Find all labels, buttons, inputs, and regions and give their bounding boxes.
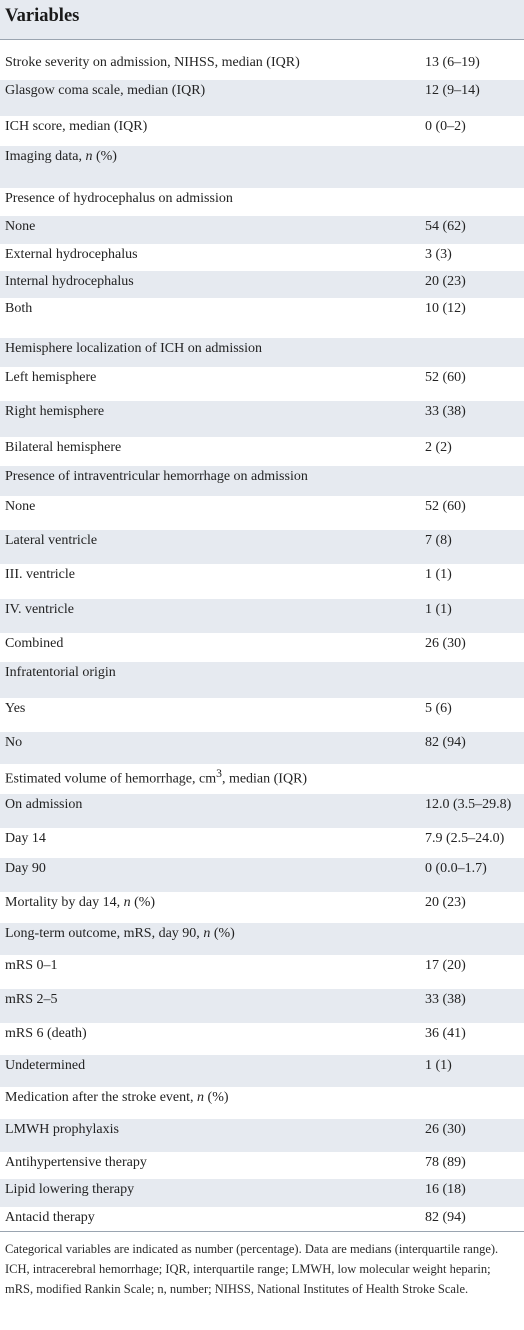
row-value: 33 (38) xyxy=(425,404,466,419)
row-label: None xyxy=(5,219,36,234)
table-row xyxy=(0,764,524,794)
table-row xyxy=(0,923,524,955)
table-row xyxy=(0,1119,524,1152)
row-value: 7.9 (2.5–24.0) xyxy=(425,831,505,846)
table-row xyxy=(0,794,524,828)
row-label: Glasgow coma scale, median (IQR) xyxy=(5,83,206,98)
table-row xyxy=(0,599,524,633)
table-footnote: Categorical variables are indicated as number (percentage). Data are medians (interquartile range). ICH, intracerebral hemorrhage; IQR, interquartile range; LMWH, low molecular weight heparin; mRS, modified Rankin Scale; n, number; NIHSS, National Institutes of Health Stroke Scale. xyxy=(5,1242,499,1296)
row-value: 10 (12) xyxy=(425,301,466,316)
column-header-variables: Variables xyxy=(5,6,80,26)
table-row xyxy=(0,698,524,732)
table-row xyxy=(0,1087,524,1119)
row-label: Antacid therapy xyxy=(5,1210,95,1225)
row-value: 1 (1) xyxy=(425,567,452,582)
row-label: mRS 0–1 xyxy=(5,958,58,973)
row-label: ICH score, median (IQR) xyxy=(5,119,148,134)
row-value: 2 (2) xyxy=(425,440,452,455)
row-value: 36 (41) xyxy=(425,1026,466,1041)
row-label: None xyxy=(5,499,36,514)
row-value: 82 (94) xyxy=(425,1210,466,1225)
row-label: Medication after the stroke event, n (%) xyxy=(5,1090,229,1105)
table-row xyxy=(0,188,524,216)
row-value: 12 (9–14) xyxy=(425,83,480,98)
row-label: No xyxy=(5,735,23,750)
row-value: 3 (3) xyxy=(425,247,452,262)
row-label: Infratentorial origin xyxy=(5,665,116,680)
row-label: Undetermined xyxy=(5,1058,86,1073)
row-label: Lipid lowering therapy xyxy=(5,1182,135,1197)
row-label: Internal hydrocephalus xyxy=(5,274,134,289)
table-row xyxy=(0,216,524,244)
table-row xyxy=(0,496,524,530)
row-label: Both xyxy=(5,301,33,316)
row-label: IV. ventricle xyxy=(5,602,74,617)
table-row xyxy=(0,662,524,698)
row-value: 17 (20) xyxy=(425,958,466,973)
table-row xyxy=(0,146,524,188)
row-label: Left hemisphere xyxy=(5,370,97,385)
table-row xyxy=(0,1207,524,1231)
table-row xyxy=(0,367,524,401)
row-value: 1 (1) xyxy=(425,1058,452,1073)
row-label: Right hemisphere xyxy=(5,404,105,419)
table-row xyxy=(0,466,524,496)
row-label: Imaging data, n (%) xyxy=(5,149,117,164)
row-label: Bilateral hemisphere xyxy=(5,440,122,455)
table-row xyxy=(0,989,524,1023)
table-row xyxy=(0,858,524,892)
table-row xyxy=(0,828,524,858)
table-row xyxy=(0,244,524,271)
table-row xyxy=(0,116,524,146)
table-row xyxy=(0,1055,524,1087)
row-label: mRS 6 (death) xyxy=(5,1026,87,1041)
row-label: Estimated volume of hemorrhage, $cm^3$, median (IQR) xyxy=(5,767,308,787)
table-row xyxy=(0,401,524,437)
table-row xyxy=(0,732,524,764)
table-header xyxy=(0,0,524,39)
table-row xyxy=(0,1179,524,1207)
row-label: Combined xyxy=(5,636,64,651)
row-value: 78 (89) xyxy=(425,1155,466,1170)
row-value: 54 (62) xyxy=(425,219,466,234)
row-value: 5 (6) xyxy=(425,701,452,716)
table-row xyxy=(0,955,524,989)
row-value: 26 (30) xyxy=(425,1122,466,1137)
table-row xyxy=(0,564,524,599)
table-row xyxy=(0,338,524,367)
row-value: 52 (60) xyxy=(425,370,466,385)
row-value: 26 (30) xyxy=(425,636,466,651)
row-value: 33 (38) xyxy=(425,992,466,1007)
row-label: Mortality by day 14, n (%) xyxy=(5,895,156,910)
row-label: On admission xyxy=(5,797,83,812)
row-label: Long-term outcome, mRS, day 90, n (%) xyxy=(5,926,235,941)
row-label: LMWH prophylaxis xyxy=(5,1122,119,1137)
row-value: 7 (8) xyxy=(425,533,452,548)
table-row xyxy=(0,298,524,338)
row-label: Presence of intraventricular hemorrhage on admission xyxy=(5,469,308,484)
row-value: 13 (6–19) xyxy=(425,55,480,70)
row-value: 0 (0.0–1.7) xyxy=(425,861,487,876)
row-label: Presence of hydrocephalus on admission xyxy=(5,191,233,206)
table-row xyxy=(0,892,524,923)
row-label: External hydrocephalus xyxy=(5,247,138,262)
row-label: Lateral ventricle xyxy=(5,533,98,548)
row-label: Day 14 xyxy=(5,831,46,846)
row-label: Hemisphere localization of ICH on admission xyxy=(5,341,262,356)
row-value: 20 (23) xyxy=(425,274,466,289)
table-row xyxy=(0,52,524,80)
table-row xyxy=(0,437,524,466)
row-value: 12.0 (3.5–29.8) xyxy=(425,797,512,812)
row-label: mRS 2–5 xyxy=(5,992,58,1007)
table-row xyxy=(0,530,524,564)
table-end-divider xyxy=(0,1231,524,1232)
row-label: Day 90 xyxy=(5,861,46,876)
table-row xyxy=(0,1152,524,1179)
row-label: Antihypertensive therapy xyxy=(5,1155,147,1170)
row-value: 82 (94) xyxy=(425,735,466,750)
table-row xyxy=(0,633,524,662)
table-row xyxy=(0,271,524,298)
row-value: 52 (60) xyxy=(425,499,466,514)
row-label: Yes xyxy=(5,701,26,716)
row-value: 0 (0–2) xyxy=(425,119,466,134)
header-divider xyxy=(0,39,524,40)
row-value: 1 (1) xyxy=(425,602,452,617)
row-value: 16 (18) xyxy=(425,1182,466,1197)
table-row xyxy=(0,1023,524,1055)
table-row xyxy=(0,80,524,116)
row-label: III. ventricle xyxy=(5,567,75,582)
row-value: 20 (23) xyxy=(425,895,466,910)
row-label: Stroke severity on admission, NIHSS, median (IQR) xyxy=(5,55,300,70)
